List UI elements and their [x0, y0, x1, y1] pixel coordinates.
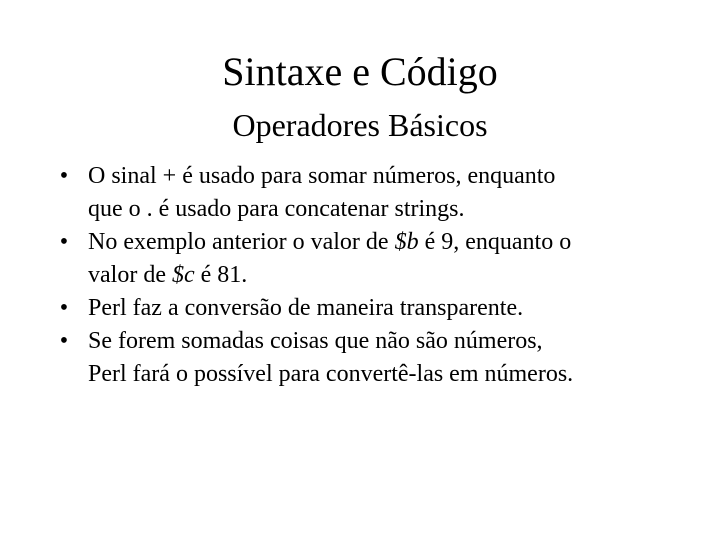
bullet-text-line: que o . é usado para concatenar strings. — [88, 196, 465, 222]
bullet-dot-icon: • — [59, 163, 69, 189]
slide-subtitle: Operadores Básicos — [232, 107, 488, 143]
bullet-text: é 81. — [194, 262, 248, 288]
bullet-text-line — [88, 226, 696, 259]
bullet-text-line — [88, 259, 696, 292]
bullet-item — [56, 292, 696, 325]
bullet-item — [56, 160, 696, 226]
bullet-item — [56, 325, 696, 391]
bullet-text: valor de — [88, 262, 172, 288]
bullet-dot-icon: • — [59, 328, 69, 354]
variable-name: $c — [171, 262, 195, 288]
bullet-text: No exemplo anterior o valor de — [88, 229, 395, 255]
bullet-dot-icon: • — [59, 229, 69, 255]
bullet-text: é 9, enquanto o — [418, 229, 572, 255]
bullet-text-line: Perl fará o possível para convertê-las em números. — [88, 361, 574, 387]
slide-title: Sintaxe e Código — [222, 49, 498, 94]
bullet-item — [56, 226, 696, 292]
bullet-dot-icon: • — [59, 295, 69, 321]
bullet-text-line: Se forem somadas coisas que não são números, — [88, 328, 543, 354]
bullet-text-line: Perl faz a conversão de maneira transparente. — [88, 295, 524, 321]
variable-name: $b — [394, 229, 419, 255]
bullet-text-line: O sinal + é usado para somar números, enquanto — [88, 163, 556, 189]
bullet-list — [56, 160, 696, 391]
